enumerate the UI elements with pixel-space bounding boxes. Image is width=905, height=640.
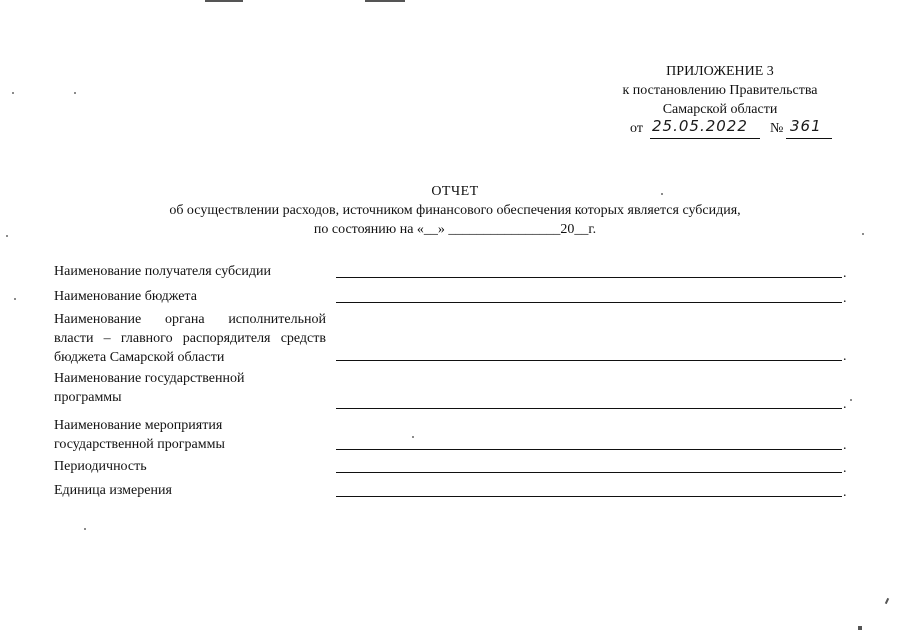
report-as-of-line bbox=[100, 220, 810, 239]
scan-speck bbox=[412, 436, 414, 438]
appendix-resolution: к постановлению Правительства bbox=[622, 83, 818, 98]
appendix-block bbox=[590, 62, 850, 141]
field-periodicity bbox=[54, 457, 854, 477]
report-title: ОТЧЕТ bbox=[431, 184, 479, 199]
field-fill-line bbox=[336, 408, 842, 409]
field-end-mark: . bbox=[843, 291, 847, 306]
field-fill-line bbox=[336, 277, 842, 278]
field-end-mark: . bbox=[843, 438, 847, 453]
scan-speck bbox=[850, 399, 852, 401]
scan-edge-mark bbox=[205, 0, 243, 2]
date-prefix: от bbox=[630, 121, 643, 136]
field-fill-line bbox=[336, 472, 842, 473]
field-label: Наименование мероприятия государственной программы bbox=[54, 418, 225, 452]
as-of-day-blank: __ bbox=[423, 222, 438, 237]
field-program-activity bbox=[54, 416, 854, 458]
report-subtitle: об осуществлении расходов, источником финансового обеспечения которых является субсидия, bbox=[169, 203, 741, 218]
field-label: Наименование бюджета bbox=[54, 289, 197, 304]
scan-speck bbox=[12, 92, 14, 94]
field-end-mark: . bbox=[843, 349, 847, 364]
field-end-mark: . bbox=[843, 461, 847, 476]
scan-edge-mark bbox=[365, 0, 405, 2]
as-of-year-prefix: 20 bbox=[560, 222, 575, 237]
appendix-region: Самарской области bbox=[662, 102, 778, 117]
field-end-mark: . bbox=[843, 397, 847, 412]
date-handwritten: 25.05.2022 bbox=[652, 117, 748, 135]
number-prefix: № bbox=[770, 121, 784, 136]
field-label: Единица измерения bbox=[54, 483, 172, 498]
field-label: Наименование получателя субсидии bbox=[54, 264, 271, 279]
number-handwritten: 361 bbox=[790, 117, 822, 135]
field-label: Наименование органа исполнительной власти – главного распорядителя средств бюджета Самарской области bbox=[54, 312, 326, 365]
scan-edge-mark bbox=[885, 598, 889, 604]
scan-speck bbox=[74, 92, 76, 94]
scan-speck bbox=[661, 193, 663, 195]
as-of-suffix: г. bbox=[588, 222, 597, 237]
field-fill-line bbox=[336, 449, 842, 450]
field-end-mark: . bbox=[843, 485, 847, 500]
field-unit bbox=[54, 481, 854, 501]
field-budget bbox=[54, 287, 854, 307]
scan-speck bbox=[84, 528, 86, 530]
field-fill-line bbox=[336, 496, 842, 497]
field-label: Наименование государственной программы bbox=[54, 371, 245, 405]
scan-speck bbox=[6, 235, 8, 237]
scan-speck bbox=[862, 233, 864, 235]
scan-speck bbox=[14, 298, 16, 300]
scan-edge-mark bbox=[858, 626, 862, 630]
as-of-month-blank: » ________________ bbox=[437, 222, 561, 237]
field-label: Периодичность bbox=[54, 459, 147, 474]
field-state-program bbox=[54, 369, 854, 411]
appendix-date-line bbox=[590, 119, 850, 141]
as-of-year-blank: __ bbox=[574, 222, 589, 237]
appendix-title: ПРИЛОЖЕНИЕ 3 bbox=[666, 64, 774, 79]
field-fill-line bbox=[336, 302, 842, 303]
field-end-mark: . bbox=[843, 266, 847, 281]
as-of-prefix: по состоянию на « bbox=[313, 222, 424, 237]
field-fill-line bbox=[336, 360, 842, 361]
field-executive-body bbox=[54, 310, 854, 368]
report-title-block bbox=[100, 182, 810, 239]
field-recipient bbox=[54, 262, 854, 282]
